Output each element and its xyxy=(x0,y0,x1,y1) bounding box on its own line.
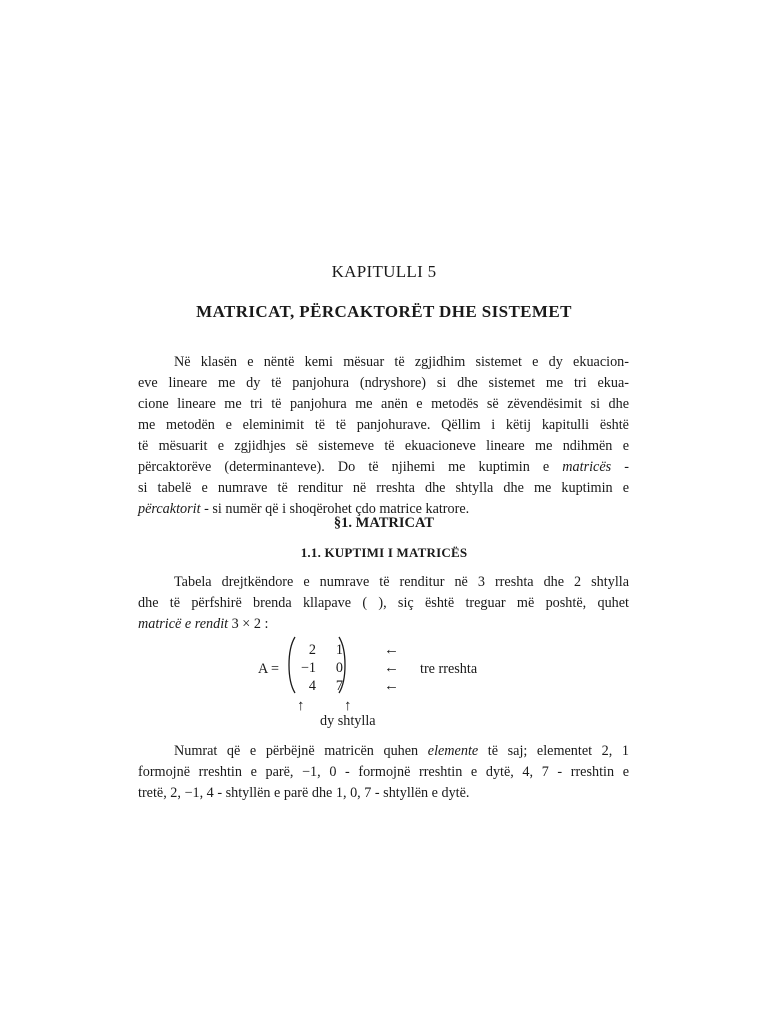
intro-line: cione lineare me tri të panjohura me anën e metodës së zëvendësimit si dhe xyxy=(138,396,629,412)
intro-line: eve lineare me dy të panjohura (ndryshore) si dhe sistemet me tri ekua- xyxy=(138,375,629,391)
elements-line: formojnë rreshtin e parë, −1, 0 - formojnë rreshtin e dytë, 4, 7 - rreshtin e xyxy=(138,764,629,780)
term-elements: elemente xyxy=(427,743,479,759)
chapter-title: MATRICAT, PËRCAKTORËT DHE SISTEMET xyxy=(196,302,572,321)
elements-text: Numrat që e përbëjnë matricën quhen xyxy=(174,743,428,759)
matrix-cell: 0 xyxy=(335,660,343,676)
intro-line: me metodën e eleminimit të të panjohurave. Qëllim i këtij kapitulli është xyxy=(138,417,629,433)
matrix-cell: 1 xyxy=(335,642,343,658)
intro-line: të mësuarit e zgjidhjes së sistemeve të ekuacioneve lineare me ndihmën e xyxy=(138,438,629,454)
intro-text: - si numër që i shoqërohet çdo matrice katrore. xyxy=(200,501,470,517)
term-matrix: matricës xyxy=(562,459,612,475)
matrix-cell: 7 xyxy=(335,678,343,694)
term-matrix-order: matricë e rendit xyxy=(138,616,229,632)
matrix-cell: 2 xyxy=(308,642,316,658)
left-arrow-icon: ← xyxy=(384,678,399,694)
matrix-lhs: A = xyxy=(258,661,280,677)
left-arrow-icon: ← xyxy=(384,660,399,676)
elements-line: tretë, 2, −1, 4 - shtyllën e parë dhe 1, 0, 7 - shtyllën e dytë. xyxy=(138,785,470,801)
definition-line: Tabela drejtkëndore e numrave të renditur në 3 rreshta dhe 2 shtylla xyxy=(174,574,629,590)
elements-line xyxy=(138,741,629,762)
matrix-cell: 4 xyxy=(308,678,316,694)
up-arrow-icon: ↑ xyxy=(344,698,352,714)
intro-line: si tabelë e numrave të renditur në rreshta dhe shtylla dhe me kuptimin e xyxy=(138,480,629,496)
term-determinant: përcaktorit xyxy=(138,501,201,517)
definition-text: 3 × 2 : xyxy=(228,616,269,632)
matrix-cell: −1 xyxy=(300,660,316,676)
intro-text: përcaktorëve (determinanteve). Do të njihemi me kuptimin e xyxy=(138,459,563,475)
chapter-label: KAPITULLI 5 xyxy=(331,262,437,281)
definition-line: dhe të përfshirë brenda kllapave ( ), siç është treguar më poshtë, quhet xyxy=(138,595,629,611)
columns-label: dy shtylla xyxy=(320,713,376,729)
intro-line: Në klasën e nëntë kemi mësuar të zgjidhim sistemet e dy ekuacion- xyxy=(174,354,629,370)
elements-text: të saj; elementet 2, 1 xyxy=(478,743,629,759)
subsection-title: 1.1. KUPTIMI I MATRICËS xyxy=(300,545,468,560)
intro-text: - xyxy=(611,459,629,475)
section-title: §1. MATRICAT xyxy=(333,515,435,531)
up-arrow-icon: ↑ xyxy=(297,698,305,714)
left-arrow-icon: ← xyxy=(384,642,399,658)
rows-label: tre rreshta xyxy=(420,661,478,677)
elements-paragraph xyxy=(138,741,629,804)
